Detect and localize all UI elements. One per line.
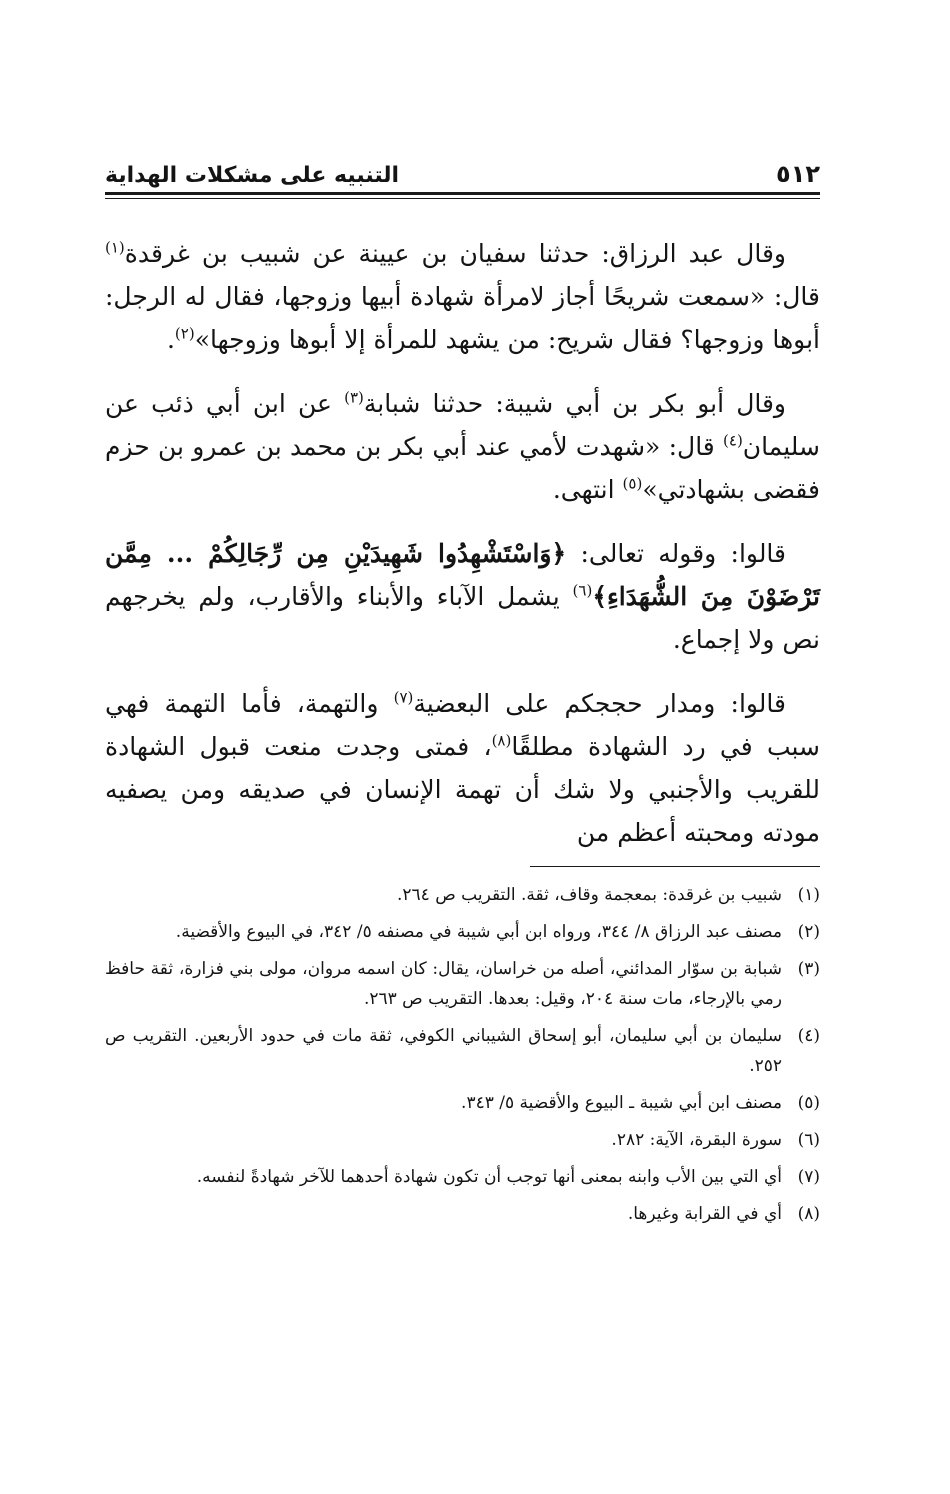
paragraph-2-text-b: عن ابن أبي ذئب عن سليمان xyxy=(105,389,820,461)
page-header xyxy=(105,148,820,188)
paragraph-4-text-a: قالوا: ومدار حججكم على البعضية xyxy=(413,689,786,718)
footnote-text: مصنف ابن أبي شيبة ـ البيوع والأقضية ٥/ ٣٤٣. xyxy=(461,1093,782,1113)
footnote-ref-2: (٢) xyxy=(174,324,195,343)
footnote-ref-8: (٨) xyxy=(491,731,512,750)
paragraph-2-text-c: قال: «شهدت لأمي عند أبي بكر بن محمد بن عمرو بن حزم فقضى بشهادتي» xyxy=(105,432,820,504)
footnote-number: (١) xyxy=(797,885,820,905)
paragraph-3-text-a: قالوا: وقوله تعالى: xyxy=(566,539,786,568)
footnote-7 xyxy=(105,1162,820,1192)
quran-verse: ﴿وَاسْتَشْهِدُوا شَهِيدَيْنِ مِن رِّجَالِكُمْ ... مِمَّن تَرْضَوْنَ مِنَ الشُّهَدَاءِ﴾ xyxy=(105,539,820,611)
footnote-ref-7: (٧) xyxy=(393,688,414,707)
footnote-separator xyxy=(530,866,820,867)
footnote-number: (٨) xyxy=(797,1204,820,1224)
footnote-6 xyxy=(105,1125,820,1155)
running-title: التنبيه على مشكلات الهداية xyxy=(105,163,400,188)
footnote-text: سليمان بن أبي سليمان، أبو إسحاق الشيباني الكوفي، ثقة مات في حدود الأربعين. التقريب ص ٢٥٢. xyxy=(105,1026,782,1076)
footnote-number: (٦) xyxy=(797,1130,820,1150)
paragraph-2 xyxy=(105,382,820,511)
footnote-3 xyxy=(105,954,820,1014)
footnote-number: (٣) xyxy=(797,959,820,979)
footnote-text: شبابة بن سوّار المدائني، أصله من خراسان، يقال: كان اسمه مروان، مولى بني فزارة، ثقة حافظ رمي بالإرجاء، مات سنة ٢٠٤، وقيل: بعدها. التقريب ص ٢٦٣. xyxy=(105,959,782,1009)
header-rule-thin xyxy=(105,198,820,199)
paragraph-1 xyxy=(105,232,820,361)
paragraph-1-text-a: وقال عبد الرزاق: حدثنا سفيان بن عيينة عن شبيب بن غرقدة xyxy=(124,239,786,268)
footnote-number: (٥) xyxy=(797,1093,820,1113)
footnote-ref-4: (٤) xyxy=(723,431,743,450)
footnote-1 xyxy=(105,880,820,910)
footnote-number: (٤) xyxy=(797,1026,820,1046)
paragraph-1-text-b: قال: «سمعت شريحًا أجاز لامرأة شهادة أبيها وزوجها، فقال له الرجل: أبوها وزوجها؟ فقال شريح: من يشهد للمرأة إلا أبوها وزوجها» xyxy=(105,282,820,354)
paragraph-4-text-b: والتهمة، فأما التهمة فهي سبب في رد الشهادة مطلقًا xyxy=(105,689,820,761)
page-number: ٥١٢ xyxy=(776,160,820,188)
footnote-ref-3: (٣) xyxy=(344,388,364,407)
footnote-8 xyxy=(105,1199,820,1229)
footnote-ref-1: (١) xyxy=(105,238,125,257)
footnote-text: سورة البقرة، الآية: ٢٨٢. xyxy=(611,1130,782,1150)
footnote-5 xyxy=(105,1088,820,1118)
footnote-4 xyxy=(105,1021,820,1081)
main-text xyxy=(105,232,820,854)
footnote-number: (٢) xyxy=(797,922,820,942)
paragraph-2-text-d: انتهى. xyxy=(552,475,623,504)
footnote-ref-5: (٥) xyxy=(622,474,643,493)
footnote-number: (٧) xyxy=(797,1167,820,1187)
paragraph-1-text-c: . xyxy=(166,325,175,354)
footnote-text: أي التي بين الأب وابنه بمعنى أنها توجب أن تكون شهادة أحدهما للآخر شهادةً لنفسه. xyxy=(196,1167,782,1187)
paragraph-3 xyxy=(105,532,820,661)
paragraph-4 xyxy=(105,682,820,854)
paragraph-2-text-a: وقال أبو بكر بن أبي شيبة: حدثنا شبابة xyxy=(363,389,786,418)
footnote-2 xyxy=(105,917,820,947)
footnote-text: مصنف عبد الرزاق ٨/ ٣٤٤، ورواه ابن أبي شيبة في مصنفه ٥/ ٣٤٢، في البيوع والأقضية. xyxy=(175,922,782,942)
paragraph-3-text-b: يشمل الآباء والأبناء والأقارب، ولم يخرجهم نص ولا إجماع. xyxy=(105,582,820,654)
footnote-text: أي في القرابة وغيرها. xyxy=(627,1204,782,1224)
footnotes xyxy=(105,880,820,1236)
footnote-ref-6: (٦) xyxy=(572,581,593,600)
paragraph-4-text-c: ، فمتى وجدت منعت قبول الشهادة للقريب والأجنبي ولا شك أن تهمة الإنسان في صديقه ومن يصفيه مودته ومحبته أعظم من xyxy=(105,732,820,847)
footnote-text: شبيب بن غرقدة: بمعجمة وقاف، ثقة. التقريب ص ٢٦٤. xyxy=(396,885,782,905)
header-rule-thick xyxy=(105,192,820,195)
